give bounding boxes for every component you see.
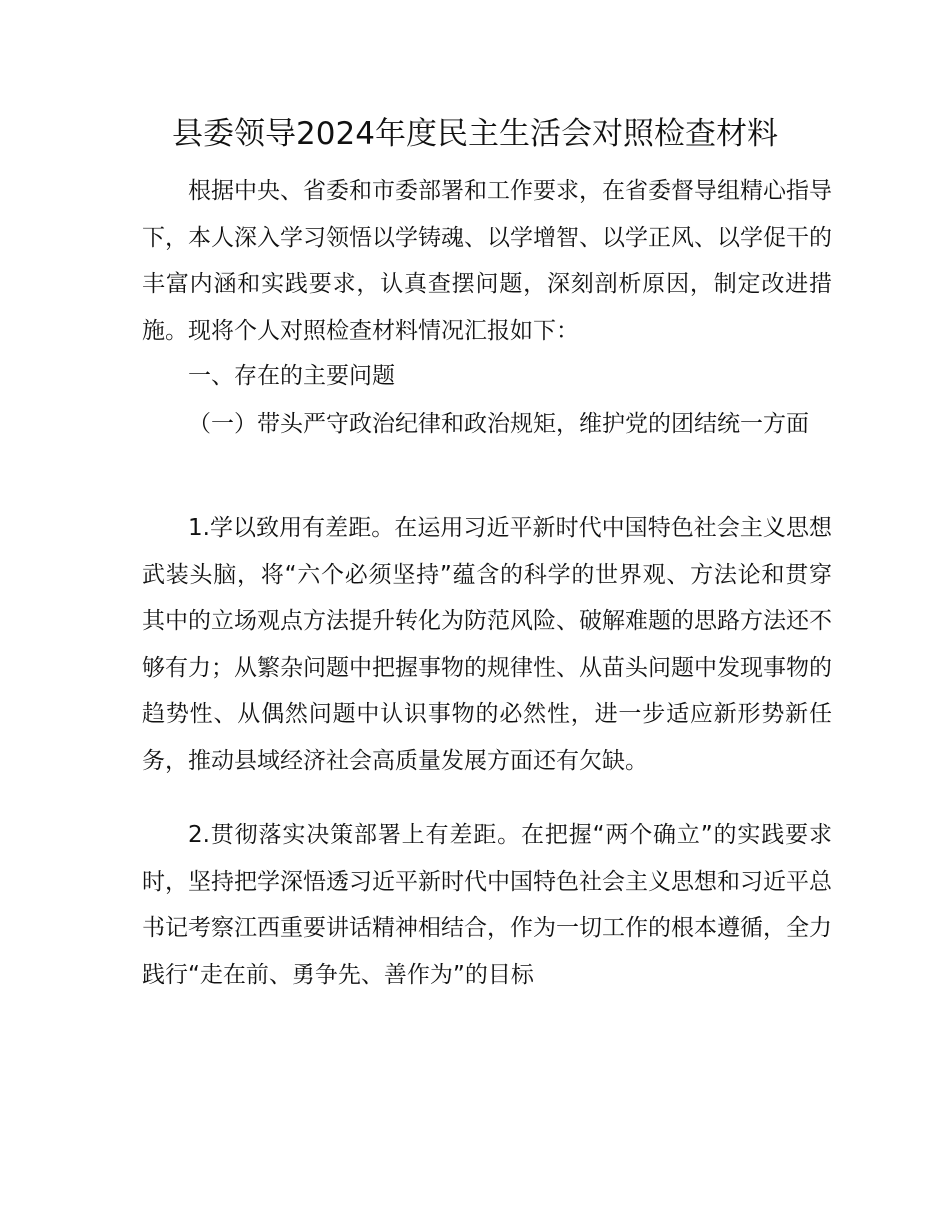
subsection-heading: （一）带头严守政治纪律和政治规矩，维护党的团结统一方面 — [188, 411, 809, 437]
item-2-paragraph: 2.贯彻落实决策部署上有差距。在把握“两个确立”的实践要求时，坚持把学深悟透习近平新时代中国特色社会主义思想和习近平总书记考察江西重要讲话精神相结合，作为一切工作的根本遵循，全力践行“走在前、勇争先、善作为”的目标 — [142, 822, 832, 988]
intro-paragraph: 根据中央、省委和市委部署和工作要求，在省委督导组精心指导下，本人深入学习领悟以学铸魂、以学增智、以学正风、以学促干的丰富内涵和实践要求，认真查摆问题，深刻剖析原因，制定改进措施。现将个人对照检查材料情况汇报如下： — [142, 178, 832, 344]
item-1-paragraph: 1.学以致用有差距。在运用习近平新时代中国特色社会主义思想武装头脑，将“六个必须坚持”蕴含的科学的世界观、方法论和贯穿其中的立场观点方法提升转化为防范风险、破解难题的思路方法还不够有力；从繁杂问题中把握事物的规律性、从苗头问题中发现事物的趋势性、从偶然问题中认识事物的必然性，进一步适应新形势新任务，推动县域经济社会高质量发展方面还有欠缺。 — [142, 515, 832, 774]
document-title: 县委领导2024年度民主生活会对照检查材料 — [172, 116, 778, 152]
section-heading: 一、存在的主要问题 — [188, 363, 395, 389]
